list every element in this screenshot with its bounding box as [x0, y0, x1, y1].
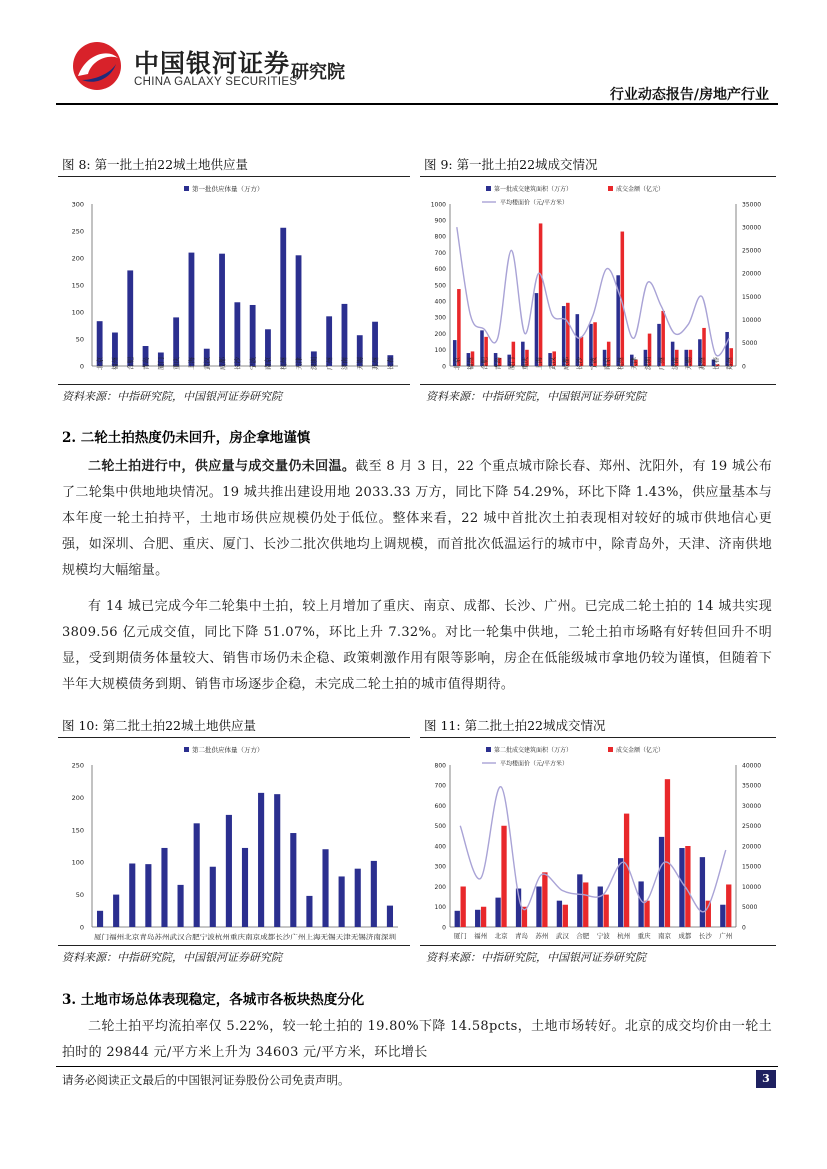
legend-label: 成交金额（亿元） — [616, 186, 665, 193]
figure-8-title: 图 8: 第一批土拍22城土地供应量 — [62, 157, 249, 172]
bar-area — [557, 901, 562, 927]
institute-name: 研究院 — [291, 62, 345, 83]
y-tick-label: 50 — [75, 891, 84, 900]
y-tick-label: 300 — [71, 200, 84, 209]
y-right-tick-label: 5000 — [742, 904, 758, 912]
x-tick-label: 长沙 — [233, 357, 242, 370]
figure-11-source: 资料来源：中指研究院，中国银河证券研究院 — [426, 951, 646, 964]
y-right-tick-label: 15000 — [742, 863, 762, 871]
y-left-tick-label: 0 — [442, 363, 446, 371]
bar-amount — [644, 901, 649, 927]
y-left-tick-label: 300 — [434, 863, 446, 871]
bar-area — [700, 857, 705, 927]
bar — [387, 906, 393, 927]
legend-label: 成交金额（亿元） — [616, 747, 665, 754]
page-number: 3 — [756, 1070, 776, 1088]
x-tick-label: 福州 — [474, 932, 488, 940]
x-tick-label: 杭州 — [617, 932, 631, 940]
figure-11-title: 图 11: 第二批土拍22城成交情况 — [424, 718, 606, 733]
figure-9-bottom-rule — [420, 384, 776, 385]
x-tick-label: 青岛 — [141, 357, 150, 370]
x-tick-label: 广州 — [719, 932, 733, 940]
y-right-tick-label: 30000 — [742, 802, 762, 810]
y-tick-label: 0 — [79, 923, 84, 932]
bar-amount — [726, 884, 731, 927]
y-left-tick-label: 200 — [434, 883, 446, 891]
legend-label: 平均楼面价（元/平方米） — [500, 199, 569, 207]
footer-disclaimer: 请务必阅读正文最后的中国银河证券股份公司免责声明。 — [62, 1073, 350, 1087]
x-tick-label: 重庆 — [172, 357, 181, 370]
x-tick-label: 长沙 — [575, 357, 584, 370]
figure-8-bottom-rule — [58, 384, 410, 385]
bar-amount — [461, 887, 466, 928]
y-right-tick-label: 30000 — [742, 224, 762, 232]
legend-swatch — [486, 747, 491, 752]
x-tick-label: 合肥 — [576, 932, 590, 940]
y-right-tick-label: 15000 — [742, 293, 762, 301]
bar — [219, 254, 225, 366]
figure-9-source: 资料来源：中指研究院，中国银河证券研究院 — [426, 390, 646, 403]
y-tick-label: 50 — [75, 335, 84, 344]
figure-10-top-rule — [58, 737, 410, 738]
y-right-tick-label: 25000 — [742, 823, 762, 831]
bar-amount — [563, 905, 568, 927]
y-left-tick-label: 0 — [442, 924, 446, 932]
bar — [234, 302, 240, 366]
x-tick-label: 北京 — [95, 357, 104, 370]
x-tick-label: 杭州 — [616, 357, 625, 370]
y-right-tick-label: 10000 — [742, 883, 762, 891]
figure-10-title: 图 10: 第二批土拍22城土地供应量 — [62, 718, 256, 733]
y-right-tick-label: 40000 — [742, 762, 762, 770]
bar — [194, 823, 200, 927]
bar — [258, 793, 264, 927]
bar-area — [598, 887, 603, 928]
y-left-tick-label: 900 — [434, 217, 446, 225]
company-name-cn: 中国银河证券 — [134, 49, 291, 78]
company-name-en: CHINA GALAXY SECURITIES — [134, 76, 298, 88]
bar — [178, 885, 184, 927]
x-tick-label: 广州 — [325, 357, 334, 370]
bar — [145, 864, 151, 927]
figure-9-title: 图 9: 第一批土拍22城成交情况 — [424, 157, 598, 172]
figure-11-bottom-rule — [420, 945, 776, 946]
bar — [322, 849, 328, 927]
y-right-tick-label: 35000 — [742, 201, 762, 209]
x-tick-label: 北京 — [494, 932, 508, 940]
bar-amount — [583, 882, 588, 927]
bar-area — [577, 874, 582, 927]
legend-label: 第二批成交建筑面积（万方） — [494, 747, 573, 754]
x-tick-label: 杭州 — [279, 357, 288, 370]
figure-10-source: 资料来源：中指研究院，中国银河证券研究院 — [62, 951, 282, 964]
x-tick-label: 厦门 — [157, 357, 166, 370]
y-tick-label: 250 — [71, 761, 84, 770]
figure-10-chart — [58, 739, 410, 945]
galaxy-logo-icon — [68, 40, 126, 92]
bar-area — [475, 910, 480, 927]
bar — [189, 253, 195, 366]
y-right-tick-label: 0 — [742, 363, 746, 371]
x-tick-label: 苏州 — [535, 932, 549, 940]
legend-label: 第一批成交建筑面积（万方） — [494, 186, 573, 193]
x-tick-label: 宁波 — [596, 932, 610, 940]
bar — [250, 305, 256, 366]
bar-amount — [539, 223, 543, 366]
bar-amount — [542, 872, 547, 927]
bar — [226, 815, 232, 927]
x-tick-label: 厦门 — [507, 357, 516, 370]
header-rule — [56, 103, 778, 105]
y-left-tick-label: 300 — [434, 314, 446, 322]
figure-8-source: 资料来源：中指研究院，中国银河证券研究院 — [62, 390, 282, 403]
section-3-paragraph-1: 二轮土拍平均流拍率仅 5.22%，较一轮土拍的 19.80%下降 14.58pcts，土地市场转好。北京的成交均价由一轮土拍时的 29844 元/平方米上升为 34603 元/平方米，环比增长 — [62, 1019, 772, 1060]
y-tick-label: 250 — [71, 227, 84, 236]
bar-area — [638, 881, 643, 927]
y-tick-label: 150 — [71, 281, 84, 290]
x-tick-label: 重庆 — [521, 357, 530, 370]
y-tick-label: 100 — [71, 858, 84, 867]
y-right-tick-label: 20000 — [742, 843, 762, 851]
y-left-tick-label: 100 — [434, 904, 446, 912]
x-tick-label: 济南 — [671, 357, 680, 370]
y-right-tick-label: 5000 — [742, 340, 758, 348]
x-tick-label: 北京 — [453, 357, 462, 370]
y-left-tick-label: 100 — [434, 347, 446, 355]
x-tick-label: 长沙 — [698, 932, 712, 940]
x-tick-label: 宁波 — [248, 357, 257, 370]
bar — [242, 848, 248, 927]
bar-area — [679, 848, 684, 927]
y-tick-label: 200 — [71, 254, 84, 263]
bar-area — [659, 837, 664, 927]
y-tick-label: 0 — [79, 362, 84, 371]
x-tick-label: 成都 — [218, 357, 227, 370]
x-tick-label: 武汉 — [548, 357, 557, 370]
y-left-tick-label: 400 — [434, 298, 446, 306]
report-type: 行业动态报告/房地产行业 — [609, 87, 769, 103]
figure-11-chart — [420, 739, 776, 945]
legend-label: 第二批供应体量（万方） — [192, 746, 264, 754]
figure-11-top-rule — [420, 737, 776, 738]
y-left-tick-label: 400 — [434, 843, 446, 851]
y-tick-label: 100 — [71, 308, 84, 317]
bar — [306, 896, 312, 927]
bar — [210, 867, 216, 927]
section-2-paragraph-1 — [62, 454, 772, 584]
x-tick-label: 厦门 — [453, 932, 467, 940]
bar-area — [720, 905, 725, 927]
footer-rule — [56, 1066, 778, 1067]
legend-label: 平均楼面价（元/平方米） — [500, 760, 569, 768]
x-tick-label: 天津 — [294, 357, 303, 370]
figure-8-chart — [58, 178, 410, 384]
y-right-tick-label: 10000 — [742, 317, 762, 325]
x-tick-label: 武汉 — [203, 357, 212, 370]
bar-area — [535, 293, 539, 366]
x-tick-label: 郑州 — [725, 357, 734, 370]
x-tick-label: 济南 — [340, 357, 349, 370]
bar-amount — [457, 289, 461, 366]
line-avg-price — [457, 227, 729, 356]
figure-8-top-rule — [58, 176, 410, 177]
bar-amount — [566, 303, 570, 366]
bar-amount — [665, 779, 670, 927]
section-3-title: 3. 土地市场总体表现稳定，各城市各板块热度分化 — [62, 992, 365, 1008]
y-left-tick-label: 500 — [434, 282, 446, 290]
bar — [339, 876, 345, 927]
x-tick-label: 宁波 — [589, 357, 598, 370]
x-tick-label: 南京 — [264, 357, 273, 370]
x-tick-label: 深圳 — [643, 357, 652, 370]
bar — [113, 895, 119, 927]
x-tick-label: 青岛 — [515, 932, 528, 940]
bar-area — [455, 911, 460, 927]
x-tick-label: 无锡 — [356, 357, 365, 370]
bar — [296, 255, 302, 366]
y-right-tick-label: 20000 — [742, 270, 762, 278]
y-left-tick-label: 600 — [434, 266, 446, 274]
x-tick-label: 上海 — [534, 357, 543, 370]
bar — [161, 848, 167, 927]
x-tick-label: 合肥 — [480, 357, 489, 370]
x-tick-label: 青岛 — [493, 357, 502, 370]
legend-swatch — [486, 186, 491, 191]
bar — [97, 911, 103, 927]
section-2-paragraph-1-body: 截至 8 月 3 日，22 个重点城市除长春、郑州、沈阳外，有 19 城公布了二轮集中供地地块情况。19 城共推出建设用地 2033.33 万方，同比下降 54.29%，环比下降 1.43%，供应量基本与本年度一轮土拍持平，土地市场供应规模仍处于低位。整体来看，22 城中首批次土拍表现相对较好的城市供地信心更强，如深圳、合肥、重庆、厦门、长沙二批次供地均上调规模，而首批次低温运行的城市中，除青岛外，天津、济南供地规模均大幅缩量。 — [62, 459, 772, 578]
y-right-tick-label: 0 — [742, 924, 746, 932]
bar-area — [536, 887, 541, 928]
x-tick-label: 广州 — [657, 357, 666, 370]
x-tick-label: 福州 — [466, 357, 475, 370]
x-tick-label: 南京 — [602, 357, 611, 370]
figure-9-top-rule — [420, 176, 776, 177]
figure-9-chart — [420, 178, 776, 384]
y-left-tick-label: 500 — [434, 823, 446, 831]
x-tick-label: 武汉 — [555, 932, 569, 940]
x-tick-label: 长春 — [711, 357, 720, 370]
bar — [280, 228, 286, 366]
bar-amount — [481, 907, 486, 927]
legend-swatch — [184, 747, 189, 752]
y-left-tick-label: 700 — [434, 249, 446, 257]
y-right-tick-label: 25000 — [742, 247, 762, 255]
legend-label: 第一批供应体量（万方） — [192, 185, 264, 193]
y-left-tick-label: 200 — [434, 330, 446, 338]
y-right-tick-label: 35000 — [742, 782, 762, 790]
header — [0, 0, 827, 110]
legend-swatch — [184, 186, 189, 191]
x-tick-label: 合肥 — [126, 357, 135, 370]
y-tick-label: 200 — [71, 793, 84, 802]
y-left-tick-label: 800 — [434, 762, 446, 770]
y-left-tick-label: 800 — [434, 233, 446, 241]
x-tick-label: 苏州 — [371, 357, 380, 370]
section-2-title: 2. 二轮土拍热度仍未回升，房企拿地谨慎 — [62, 430, 311, 446]
x-tick-label: 成都 — [562, 357, 571, 370]
y-left-tick-label: 1000 — [430, 201, 446, 209]
section-2-paragraph-1-lead: 二轮土拍进行中，供应量与成交量仍未回温。 — [88, 459, 356, 474]
x-tick-label: 无锡 — [684, 357, 693, 370]
bar-amount — [604, 895, 609, 927]
bar — [290, 833, 296, 927]
y-tick-label: 150 — [71, 826, 84, 835]
x-tick-label: 重庆 — [637, 932, 651, 940]
x-tick-label: 成都 — [678, 932, 692, 940]
bar-area — [618, 858, 623, 927]
bar — [274, 794, 280, 927]
x-tick-label: 长春 — [386, 357, 395, 370]
bar — [355, 869, 361, 927]
x-tick-label: 苏州 — [698, 357, 707, 370]
y-left-tick-label: 600 — [434, 802, 446, 810]
y-left-tick-label: 700 — [434, 782, 446, 790]
section-2-paragraph-2: 有 14 城已完成今年二轮集中土拍，较上月增加了重庆、南京、成都、长沙、广州。已完成二轮土拍的 14 城共实现 3809.56 亿元成交值，同比下降 51.07%，环比上升 7.32%。对比一轮集中供地，二轮土拍市场略有好转但回升不明显，受到期债务体量较大、销售市场仍未企稳、政策刺激作用有限等影响，房企在低能级城市拿地仍较为谨慎，但随着下半年大规模债务到期、销售市场逐步企稳，未完成二轮土拍的城市值得期待。 — [62, 599, 772, 692]
bar — [371, 861, 377, 927]
x-tick-label: 深圳 — [310, 357, 319, 370]
bar — [342, 304, 348, 366]
x-tick-labels: 厦门福州北京青岛苏州武汉合肥宁波杭州重庆南京成都长沙广州上海无锡天津无锡济南深圳 — [94, 933, 350, 941]
bar-area — [495, 898, 500, 927]
legend-swatch — [608, 186, 613, 191]
x-tick-label: 福州 — [111, 357, 120, 370]
figure-10-bottom-rule — [58, 945, 410, 946]
legend-swatch — [608, 747, 613, 752]
x-tick-label: 上海 — [187, 357, 196, 370]
bar-amount — [685, 846, 690, 927]
bar-amount — [501, 826, 506, 927]
x-tick-label: 南京 — [658, 932, 671, 940]
x-tick-label: 天津 — [630, 357, 639, 370]
bar — [129, 863, 135, 927]
bar — [127, 270, 133, 366]
